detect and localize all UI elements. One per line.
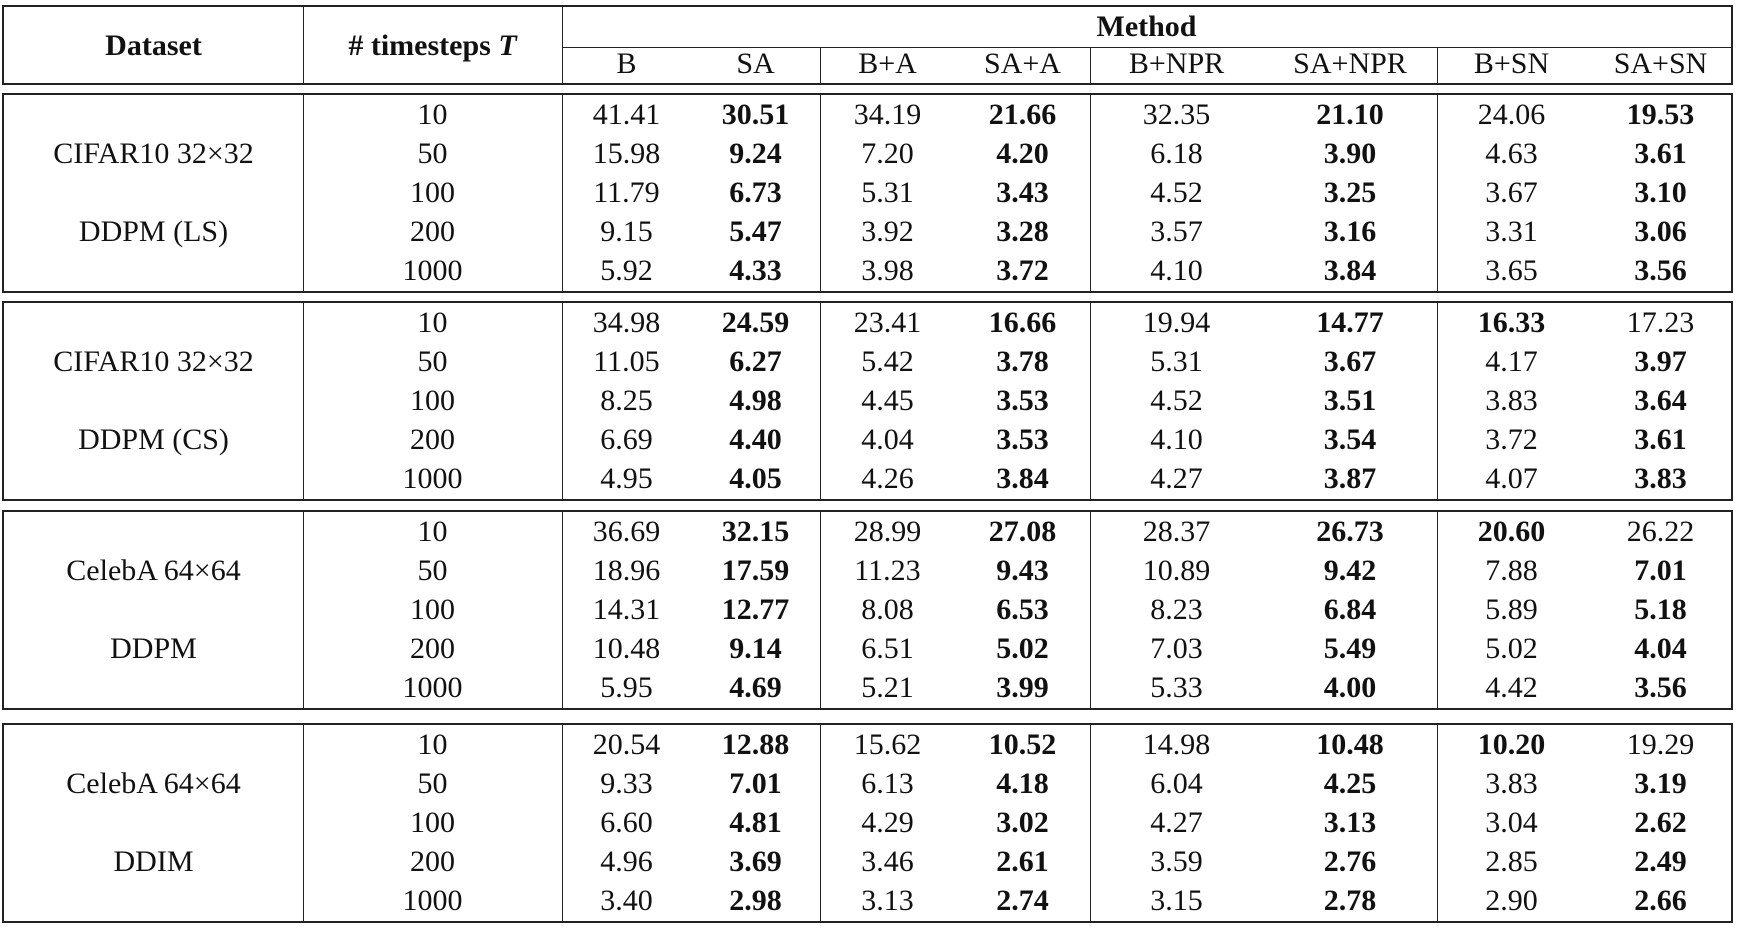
table-cell: 14.77 [1316, 306, 1384, 339]
timesteps-value: 50 [417, 345, 448, 378]
table-cell: 4.27 [1150, 462, 1203, 495]
table-cell: 4.04 [861, 423, 914, 456]
table-cell: 4.52 [1150, 384, 1203, 417]
timesteps-value: 100 [410, 176, 455, 209]
table-cell: 11.05 [593, 345, 660, 378]
table-cell: 9.15 [600, 215, 653, 248]
table-cell: 4.69 [729, 671, 782, 704]
table-cell: 2.78 [1323, 884, 1377, 917]
table-cell: 7.88 [1485, 554, 1538, 587]
table-cell: 6.51 [861, 632, 914, 665]
table-cell: 2.66 [1634, 884, 1687, 917]
table-cell: 3.65 [1485, 254, 1538, 287]
timesteps-value: 10 [417, 98, 448, 131]
column-header: B+NPR [1128, 47, 1225, 80]
dataset-name: CelebA 64×64 [66, 767, 241, 800]
column-header: B [616, 47, 637, 80]
table-cell: 26.22 [1626, 515, 1695, 548]
column-header: SA [736, 47, 775, 80]
table-cell: 3.83 [1485, 767, 1538, 800]
timesteps-value: 100 [410, 384, 455, 417]
table-cell: 6.04 [1150, 767, 1203, 800]
table-cell: 5.92 [600, 254, 653, 287]
table-cell: 3.64 [1634, 384, 1687, 417]
table-cell: 5.89 [1485, 593, 1538, 626]
timesteps-value: 200 [410, 423, 455, 456]
table-cell: 4.33 [729, 254, 782, 287]
table-cell: 5.18 [1634, 593, 1687, 626]
timesteps-value: 1000 [402, 462, 463, 495]
table-cell: 6.60 [600, 806, 653, 839]
table-cell: 21.10 [1316, 98, 1384, 131]
table-header [2, 5, 1733, 85]
method-header: Method [1096, 10, 1197, 43]
table-cell: 8.23 [1150, 593, 1203, 626]
table-cell: 3.53 [996, 423, 1049, 456]
table-cell: 9.43 [996, 554, 1049, 587]
table-cell: 3.43 [996, 176, 1049, 209]
table-cell: 3.57 [1150, 215, 1203, 248]
table-cell: 6.13 [861, 767, 914, 800]
table-cell: 7.20 [861, 137, 914, 170]
table-group [2, 301, 1733, 501]
table-cell: 3.84 [996, 462, 1049, 495]
table-cell: 3.67 [1323, 345, 1377, 378]
table-cell: 4.96 [600, 845, 653, 878]
table-cell: 2.74 [996, 884, 1049, 917]
table-cell: 4.25 [1323, 767, 1377, 800]
table-cell: 3.04 [1485, 806, 1538, 839]
table-cell: 10.89 [1142, 554, 1211, 587]
timesteps-value: 50 [417, 137, 448, 170]
table-cell: 34.98 [592, 306, 661, 339]
table-cell: 26.73 [1316, 515, 1384, 548]
timesteps-label: # timesteps [348, 29, 491, 62]
table-cell: 4.26 [861, 462, 914, 495]
table-cell: 3.53 [996, 384, 1049, 417]
timesteps-value: 100 [410, 593, 455, 626]
table-cell: 11.79 [593, 176, 660, 209]
table-cell: 19.94 [1142, 306, 1211, 339]
table-cell: 7.01 [729, 767, 782, 800]
table-cell: 14.98 [1142, 728, 1211, 761]
table-cell: 41.41 [592, 98, 661, 131]
timesteps-value: 200 [410, 632, 455, 665]
table-cell: 3.28 [996, 215, 1049, 248]
table-cell: 23.41 [853, 306, 922, 339]
table-cell: 6.84 [1323, 593, 1377, 626]
table-cell: 4.00 [1323, 671, 1377, 704]
timesteps-value: 1000 [402, 671, 463, 704]
table-cell: 5.95 [600, 671, 653, 704]
table-cell: 36.69 [592, 515, 661, 548]
timesteps-value: 200 [410, 215, 455, 248]
timesteps-header [303, 27, 562, 65]
table-cell: 3.15 [1150, 884, 1203, 917]
table-cell: 20.60 [1477, 515, 1546, 548]
timesteps-value: 100 [410, 806, 455, 839]
table-cell: 7.03 [1150, 632, 1203, 665]
table-cell: 19.29 [1626, 728, 1695, 761]
table-group [2, 723, 1733, 923]
timesteps-value: 10 [417, 306, 448, 339]
table-cell: 27.08 [988, 515, 1057, 548]
table-cell: 6.73 [729, 176, 782, 209]
table-cell: 15.62 [853, 728, 922, 761]
table-cell: 12.77 [721, 593, 790, 626]
table-cell: 3.13 [1323, 806, 1377, 839]
table-cell: 4.07 [1485, 462, 1538, 495]
table-cell: 3.13 [861, 884, 914, 917]
table-cell: 4.05 [729, 462, 782, 495]
table-cell: 3.97 [1634, 345, 1687, 378]
table-cell: 16.33 [1477, 306, 1546, 339]
table-cell: 24.59 [721, 306, 790, 339]
column-header: B+SN [1473, 47, 1550, 80]
table-cell: 3.59 [1150, 845, 1203, 878]
table-cell: 5.49 [1323, 632, 1377, 665]
table-cell: 2.85 [1485, 845, 1538, 878]
table-cell: 3.83 [1634, 462, 1687, 495]
table-cell: 3.84 [1323, 254, 1377, 287]
table-cell: 3.98 [861, 254, 914, 287]
table-cell: 2.61 [996, 845, 1049, 878]
table-cell: 4.81 [729, 806, 782, 839]
table-cell: 2.76 [1323, 845, 1377, 878]
dataset-name: CIFAR10 32×32 [53, 345, 254, 378]
table-cell: 4.17 [1485, 345, 1538, 378]
table-cell: 4.18 [996, 767, 1049, 800]
table-cell: 3.06 [1634, 215, 1687, 248]
table-cell: 3.99 [996, 671, 1049, 704]
table-cell: 3.02 [996, 806, 1049, 839]
table-cell: 3.90 [1323, 137, 1377, 170]
table-cell: 4.20 [996, 137, 1049, 170]
column-header: SA+NPR [1293, 47, 1407, 80]
table-cell: 2.90 [1485, 884, 1538, 917]
table-cell: 4.10 [1150, 254, 1203, 287]
table-cell: 6.18 [1150, 137, 1203, 170]
table-cell: 32.15 [721, 515, 790, 548]
table-cell: 3.31 [1485, 215, 1538, 248]
table-cell: 3.78 [996, 345, 1049, 378]
table-cell: 21.66 [988, 98, 1057, 131]
table-cell: 5.33 [1150, 671, 1203, 704]
column-header: B+A [858, 47, 917, 80]
table-cell: 10.20 [1477, 728, 1546, 761]
table-cell: 5.31 [1150, 345, 1203, 378]
table-cell: 34.19 [853, 98, 922, 131]
table-group [2, 93, 1733, 293]
table-cell: 3.87 [1323, 462, 1377, 495]
table-cell: 8.25 [600, 384, 653, 417]
table-cell: 3.54 [1323, 423, 1377, 456]
table-cell: 3.83 [1485, 384, 1538, 417]
timesteps-value: 10 [417, 728, 448, 761]
table-cell: 30.51 [721, 98, 790, 131]
timesteps-value: 50 [417, 767, 448, 800]
model-name: DDIM [113, 845, 194, 878]
timesteps-variable: T [498, 29, 517, 62]
table-cell: 17.59 [721, 554, 790, 587]
table-cell: 16.66 [988, 306, 1057, 339]
table-cell: 3.46 [861, 845, 914, 878]
table-cell: 4.29 [861, 806, 914, 839]
table-cell: 4.40 [729, 423, 782, 456]
table-cell: 3.19 [1634, 767, 1687, 800]
table-cell: 3.40 [600, 884, 653, 917]
table-cell: 3.92 [861, 215, 914, 248]
table-cell: 18.96 [592, 554, 661, 587]
model-name: DDPM (LS) [78, 215, 229, 248]
dataset-name: CelebA 64×64 [66, 554, 241, 587]
table-cell: 5.47 [729, 215, 782, 248]
table-cell: 3.61 [1634, 423, 1687, 456]
table-cell: 19.53 [1626, 98, 1695, 131]
dataset-name: CIFAR10 32×32 [53, 137, 254, 170]
table-cell: 7.01 [1634, 554, 1687, 587]
timesteps-value: 1000 [402, 884, 463, 917]
table-cell: 5.02 [996, 632, 1049, 665]
table-cell: 4.42 [1485, 671, 1538, 704]
table-cell: 6.53 [996, 593, 1049, 626]
table-cell: 32.35 [1142, 98, 1211, 131]
table-cell: 3.61 [1634, 137, 1687, 170]
column-header: SA+A [984, 47, 1061, 80]
table-cell: 2.62 [1634, 806, 1687, 839]
model-name: DDPM (CS) [78, 423, 229, 456]
model-name: DDPM [110, 632, 197, 665]
table-cell: 3.69 [729, 845, 782, 878]
table-cell: 9.42 [1323, 554, 1377, 587]
table-cell: 3.25 [1323, 176, 1377, 209]
table-cell: 10.52 [988, 728, 1057, 761]
timesteps-value: 50 [417, 554, 448, 587]
table-cell: 20.54 [592, 728, 661, 761]
table-cell: 4.98 [729, 384, 782, 417]
table-cell: 4.27 [1150, 806, 1203, 839]
table-cell: 9.14 [729, 632, 782, 665]
table-group [2, 510, 1733, 710]
timesteps-value: 10 [417, 515, 448, 548]
table-cell: 5.21 [861, 671, 914, 704]
table-cell: 6.69 [600, 423, 653, 456]
table-cell: 28.37 [1142, 515, 1211, 548]
table-cell: 9.24 [729, 137, 782, 170]
table-cell: 2.98 [729, 884, 782, 917]
table-cell: 4.95 [600, 462, 653, 495]
table-cell: 11.23 [854, 554, 921, 587]
table-cell: 10.48 [1316, 728, 1384, 761]
table-cell: 14.31 [592, 593, 661, 626]
table-cell: 4.10 [1150, 423, 1203, 456]
table-cell: 9.33 [600, 767, 653, 800]
table-cell: 3.16 [1323, 215, 1377, 248]
table-cell: 3.56 [1634, 671, 1687, 704]
table-cell: 4.63 [1485, 137, 1538, 170]
table-cell: 3.67 [1485, 176, 1538, 209]
timesteps-value: 1000 [402, 254, 463, 287]
timesteps-value: 200 [410, 845, 455, 878]
dataset-header: Dataset [105, 29, 202, 62]
table-cell: 3.51 [1323, 384, 1377, 417]
table-cell: 2.49 [1634, 845, 1687, 878]
table-cell: 5.31 [861, 176, 914, 209]
table-cell: 3.56 [1634, 254, 1687, 287]
table-cell: 12.88 [721, 728, 790, 761]
column-header: SA+SN [1613, 47, 1708, 80]
table-cell: 4.45 [861, 384, 914, 417]
table-cell: 3.72 [1485, 423, 1538, 456]
table-cell: 15.98 [592, 137, 661, 170]
table-cell: 6.27 [729, 345, 782, 378]
table-cell: 24.06 [1477, 98, 1546, 131]
table-cell: 4.04 [1634, 632, 1687, 665]
table-cell: 3.10 [1634, 176, 1687, 209]
table-cell: 28.99 [853, 515, 922, 548]
table-cell: 5.42 [861, 345, 914, 378]
table-cell: 17.23 [1626, 306, 1695, 339]
table-cell: 5.02 [1485, 632, 1538, 665]
table-cell: 4.52 [1150, 176, 1203, 209]
table-cell: 8.08 [861, 593, 914, 626]
table-cell: 10.48 [592, 632, 661, 665]
table-cell: 3.72 [996, 254, 1049, 287]
